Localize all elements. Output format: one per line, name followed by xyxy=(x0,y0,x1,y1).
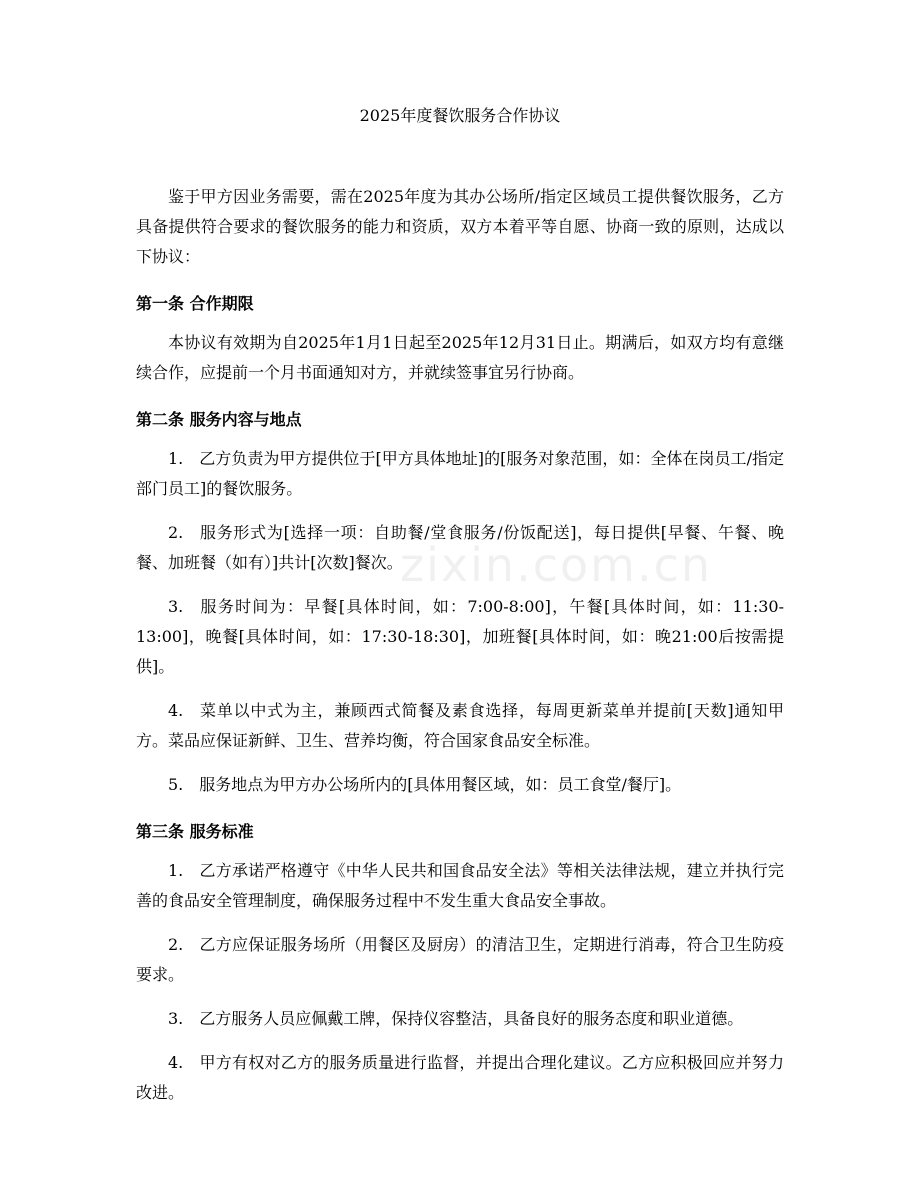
list-item xyxy=(136,930,784,990)
section-term-body: 本协议有效期为自2025年1月1日起至2025年12月31日止。期满后，如双方均有意继续合作，应提前一个月书面通知对方，并就续签事宜另行协商。 xyxy=(136,333,784,382)
item-number: 4. xyxy=(168,1053,184,1072)
item-number: 2. xyxy=(168,523,184,542)
item-text: 乙方负责为甲方提供位于[甲方具体地址]的[服务对象范围，如：全体在岗员工/指定部门员工]的餐饮服务。 xyxy=(136,449,784,498)
intro-paragraph: 鉴于甲方因业务需要，需在2025年度为其办公场所/指定区域员工提供餐饮服务，乙方具备提供符合要求的餐饮服务的能力和资质，双方本着平等自愿、协商一致的原则，达成以下协议： xyxy=(136,187,784,266)
item-text: 乙方承诺严格遵守《中华人民共和国食品安全法》等相关法律法规，建立并执行完善的食品安全管理制度，确保服务过程中不发生重大食品安全事故。 xyxy=(136,861,784,910)
list-item xyxy=(136,518,784,578)
item-number: 3. xyxy=(168,597,184,616)
list-item xyxy=(136,592,784,682)
list-item xyxy=(136,444,784,504)
section-heading-term: 第一条 合作期限 xyxy=(136,294,254,313)
item-text: 乙方应保证服务场所（用餐区及厨房）的清洁卫生，定期进行消毒，符合卫生防疫要求。 xyxy=(136,935,784,984)
list-item xyxy=(136,1004,784,1034)
item-number: 2. xyxy=(168,935,184,954)
list-item xyxy=(136,1048,784,1108)
document-body xyxy=(136,104,784,1122)
list-item xyxy=(136,856,784,916)
item-text: 服务形式为[选择一项：自助餐/堂食服务/份饭配送]，每日提供[早餐、午餐、晚餐、加班餐（如有）]共计[次数]餐次。 xyxy=(136,523,784,572)
list-item xyxy=(136,696,784,756)
list-item xyxy=(136,770,784,800)
document-title: 2025年度餐饮服务合作协议 xyxy=(359,106,561,125)
item-number: 5. xyxy=(168,775,184,794)
section-heading-service-content: 第二条 服务内容与地点 xyxy=(136,410,302,429)
item-text: 服务地点为甲方办公场所内的[具体用餐区域，如：员工食堂/餐厅]。 xyxy=(199,775,682,794)
item-number: 1. xyxy=(168,449,184,468)
item-text: 服务时间为：早餐[具体时间，如：7:00-8:00]，午餐[具体时间，如：11:30-13:00]，晚餐[具体时间，如：17:30-18:30]，加班餐[具体时间，如：晚21:00后按需提供]。 xyxy=(136,597,784,676)
section-heading-service-standard: 第三条 服务标准 xyxy=(136,822,254,841)
item-number: 1. xyxy=(168,861,184,880)
item-number: 3. xyxy=(168,1009,184,1028)
item-number: 4. xyxy=(168,701,184,720)
item-text: 甲方有权对乙方的服务质量进行监督，并提出合理化建议。乙方应积极回应并努力改进。 xyxy=(136,1053,784,1102)
watermark: zixin.com.cn xyxy=(400,538,713,592)
item-text: 菜单以中式为主，兼顾西式简餐及素食选择，每周更新菜单并提前[天数]通知甲方。菜品应保证新鲜、卫生、营养均衡，符合国家食品安全标准。 xyxy=(136,701,784,750)
item-text: 乙方服务人员应佩戴工牌，保持仪容整洁，具备良好的服务态度和职业道德。 xyxy=(199,1009,744,1028)
